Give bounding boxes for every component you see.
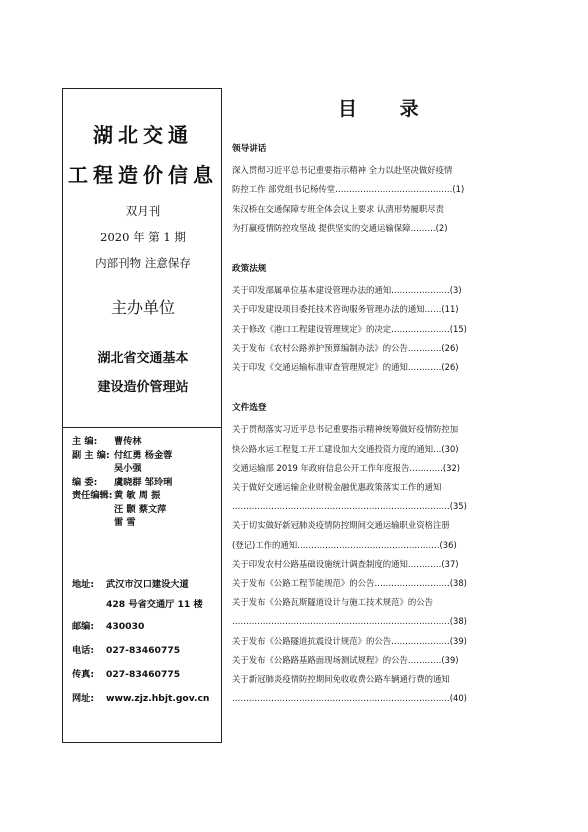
masthead-box (62, 88, 222, 743)
toc-entry[interactable]: 关于发布《公路工程节能规范》的公告………………………(38) (232, 578, 467, 589)
magazine-title-line2: 工程造价信息 (68, 163, 218, 187)
contact-info (72, 575, 222, 709)
distribution-notice: 内部刊物 注意保存 (95, 256, 191, 270)
toc-entry[interactable]: 关于发布《公路隧道抗震设计规范》的公告…………………(39) (232, 635, 467, 646)
toc-entry[interactable]: 关于修改《港口工程建设管理规定》的决定…………………(15) (232, 323, 467, 334)
toc-entry[interactable]: 朱汉桥在交通保障专班全体会议上要求 认清形势履职尽责 (232, 203, 445, 214)
toc-entry[interactable]: (登记)工作的通知……………………………………………(36) (232, 539, 457, 550)
toc-entry[interactable]: ……………………………………………………………………(35) (232, 501, 467, 512)
toc-entry[interactable]: 关于发布《农村公路养护预算编制办法》的公告…………(26) (232, 342, 459, 353)
toc-entry[interactable]: 关于发布《公路路基路面现场测试规程》的公告…………(39) (232, 654, 459, 665)
host-org-line2: 建设造价管理站 (97, 380, 189, 395)
section-heading-policies: 政策法规 (232, 264, 267, 275)
table-of-contents (232, 140, 516, 708)
host-label: 主办单位 (110, 298, 175, 317)
toc-entry[interactable]: 关于印发部属单位基本建设管理办法的通知…………………(3) (232, 285, 462, 296)
website-row: 网址: www.zjz.hbjt.gov.cn (72, 693, 210, 704)
host-org-line1: 湖北省交通基本 (97, 351, 189, 366)
staff-row: 雷 雪 (114, 517, 136, 528)
toc-entry[interactable]: 快公路水运工程复工开工建设加大交通投资力度的通知…(30) (232, 443, 459, 454)
staff-row: 吴小强 (114, 463, 142, 474)
section-heading-documents: 文件选登 (232, 403, 267, 414)
toc-entry[interactable]: 关于印发农村公路基础设施统计调查制度的通知…………(37) (232, 558, 459, 569)
issue-number: 2020 年 第 1 期 (100, 230, 186, 244)
toc-entry[interactable]: 交通运输部 2019 年政府信息公开工作年度报告…………(32) (232, 462, 461, 473)
phone-row: 电话: 027-83460775 (72, 645, 181, 656)
toc-entry[interactable]: 关于发布《公路瓦斯隧道设计与施工技术规范》的公告 (232, 597, 433, 608)
magazine-title-line1: 湖北交通 (93, 123, 193, 147)
staff-row: 副 主 编: 付红勇 杨金蓉 (72, 449, 173, 461)
staff-row: 汪 颢 蔡文萍 (114, 503, 167, 515)
toc-entry[interactable]: ……………………………………………………………………(38) (232, 616, 467, 627)
address-row: 地址: 武汉市汉口建设大道 (72, 579, 189, 590)
toc-entry[interactable]: 关于做好交通运输企业财税金融优惠政策落实工作的通知 (232, 482, 442, 493)
address-row-2: 428 号省交通厅 11 楼 (106, 599, 203, 610)
toc-entry[interactable]: 深入贯彻习近平总书记重要指示精神 全力以赴坚决做好疫情 (232, 165, 453, 176)
section-heading-leader-speeches: 领导讲话 (232, 144, 267, 154)
toc-entry[interactable]: 为打赢疫情防控攻坚战 提供坚实的交通运输保障………(2) (232, 222, 448, 233)
toc-entry[interactable]: 关于切实做好新冠肺炎疫情防控期间交通运输职业资格注册 (232, 520, 450, 531)
staff-row: 主 编: 曹传林 (72, 436, 142, 447)
fax-row: 传真: 027-83460775 (72, 669, 181, 680)
staff-list (72, 435, 172, 530)
postcode-row: 邮编: 430030 (72, 621, 145, 632)
toc-entry[interactable]: 防控工作 部党组书记杨传堂……………………………………(1) (232, 184, 465, 195)
frequency: 双月刊 (125, 204, 161, 218)
toc-entry[interactable]: 关于印发建设项目委托技术咨询服务管理办法的通知……(11) (232, 304, 459, 315)
staff-row: 责任编辑: 黄 敏 周 振 (72, 490, 161, 501)
divider (63, 427, 221, 428)
toc-entry[interactable]: 关于新冠肺炎疫情防控期间免收收费公路车辆通行费的通知 (232, 674, 450, 685)
staff-row: 编 委: 虞晓群 邹玲琍 (72, 476, 173, 488)
toc-entry[interactable]: ……………………………………………………………………(40) (232, 693, 467, 704)
toc-entry[interactable]: 关于贯彻落实习近平总书记重要指示精神统筹做好疫情防控加 (232, 424, 459, 435)
toc-title: 目 录 (338, 98, 437, 120)
toc-entry[interactable]: 关于印发《交通运输标准审查管理规定》的通知…………(26) (232, 362, 459, 373)
